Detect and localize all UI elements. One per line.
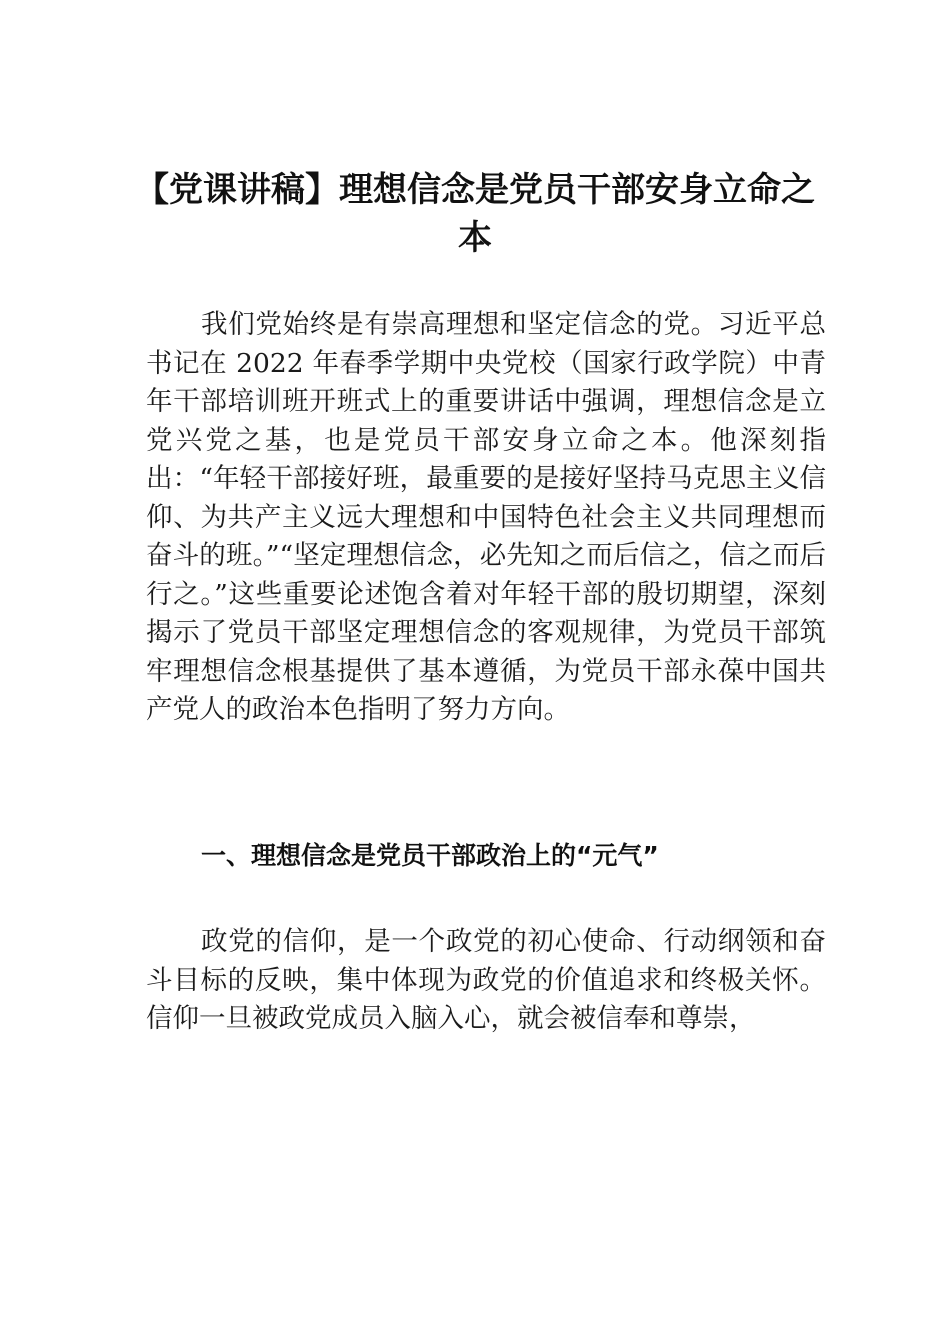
section-paragraph: 政党的信仰，是一个政党的初心使命、行动纲领和奋斗目标的反映，集中体现为政党的价值追求和终极关怀。信仰一旦被政党成员入脑入心，就会被信奉和尊崇，	[146, 926, 826, 1034]
section-heading: 一、理想信念是党员干部政治上的“元气”	[201, 841, 659, 870]
intro-paragraph: 我们党始终是有崇高理想和坚定信念的党。习近平总书记在 2022 年春季学期中央党校（国家行政学院）中青年干部培训班开班式上的重要讲话中强调，理想信念是立党兴党之基，也是党员干部安身立命之本。他深刻指出：“年轻干部接好班，最重要的是接好坚持马克思主义信仰、为共产主义远大理想和中国特色社会主义共同理想而奋斗的班。”“坚定理想信念，必先知之而后信之，信之而后行之。”这些重要论述饱含着对年轻干部的殷切期望，深刻揭示了党员干部坚定理想信念的客观规律，为党员干部筑牢理想信念根基提供了基本遵循，为党员干部永葆中国共产党人的政治本色指明了努力方向。	[146, 309, 826, 725]
document-title: 【党课讲稿】理想信念是党员干部安身立命之本	[135, 170, 815, 258]
